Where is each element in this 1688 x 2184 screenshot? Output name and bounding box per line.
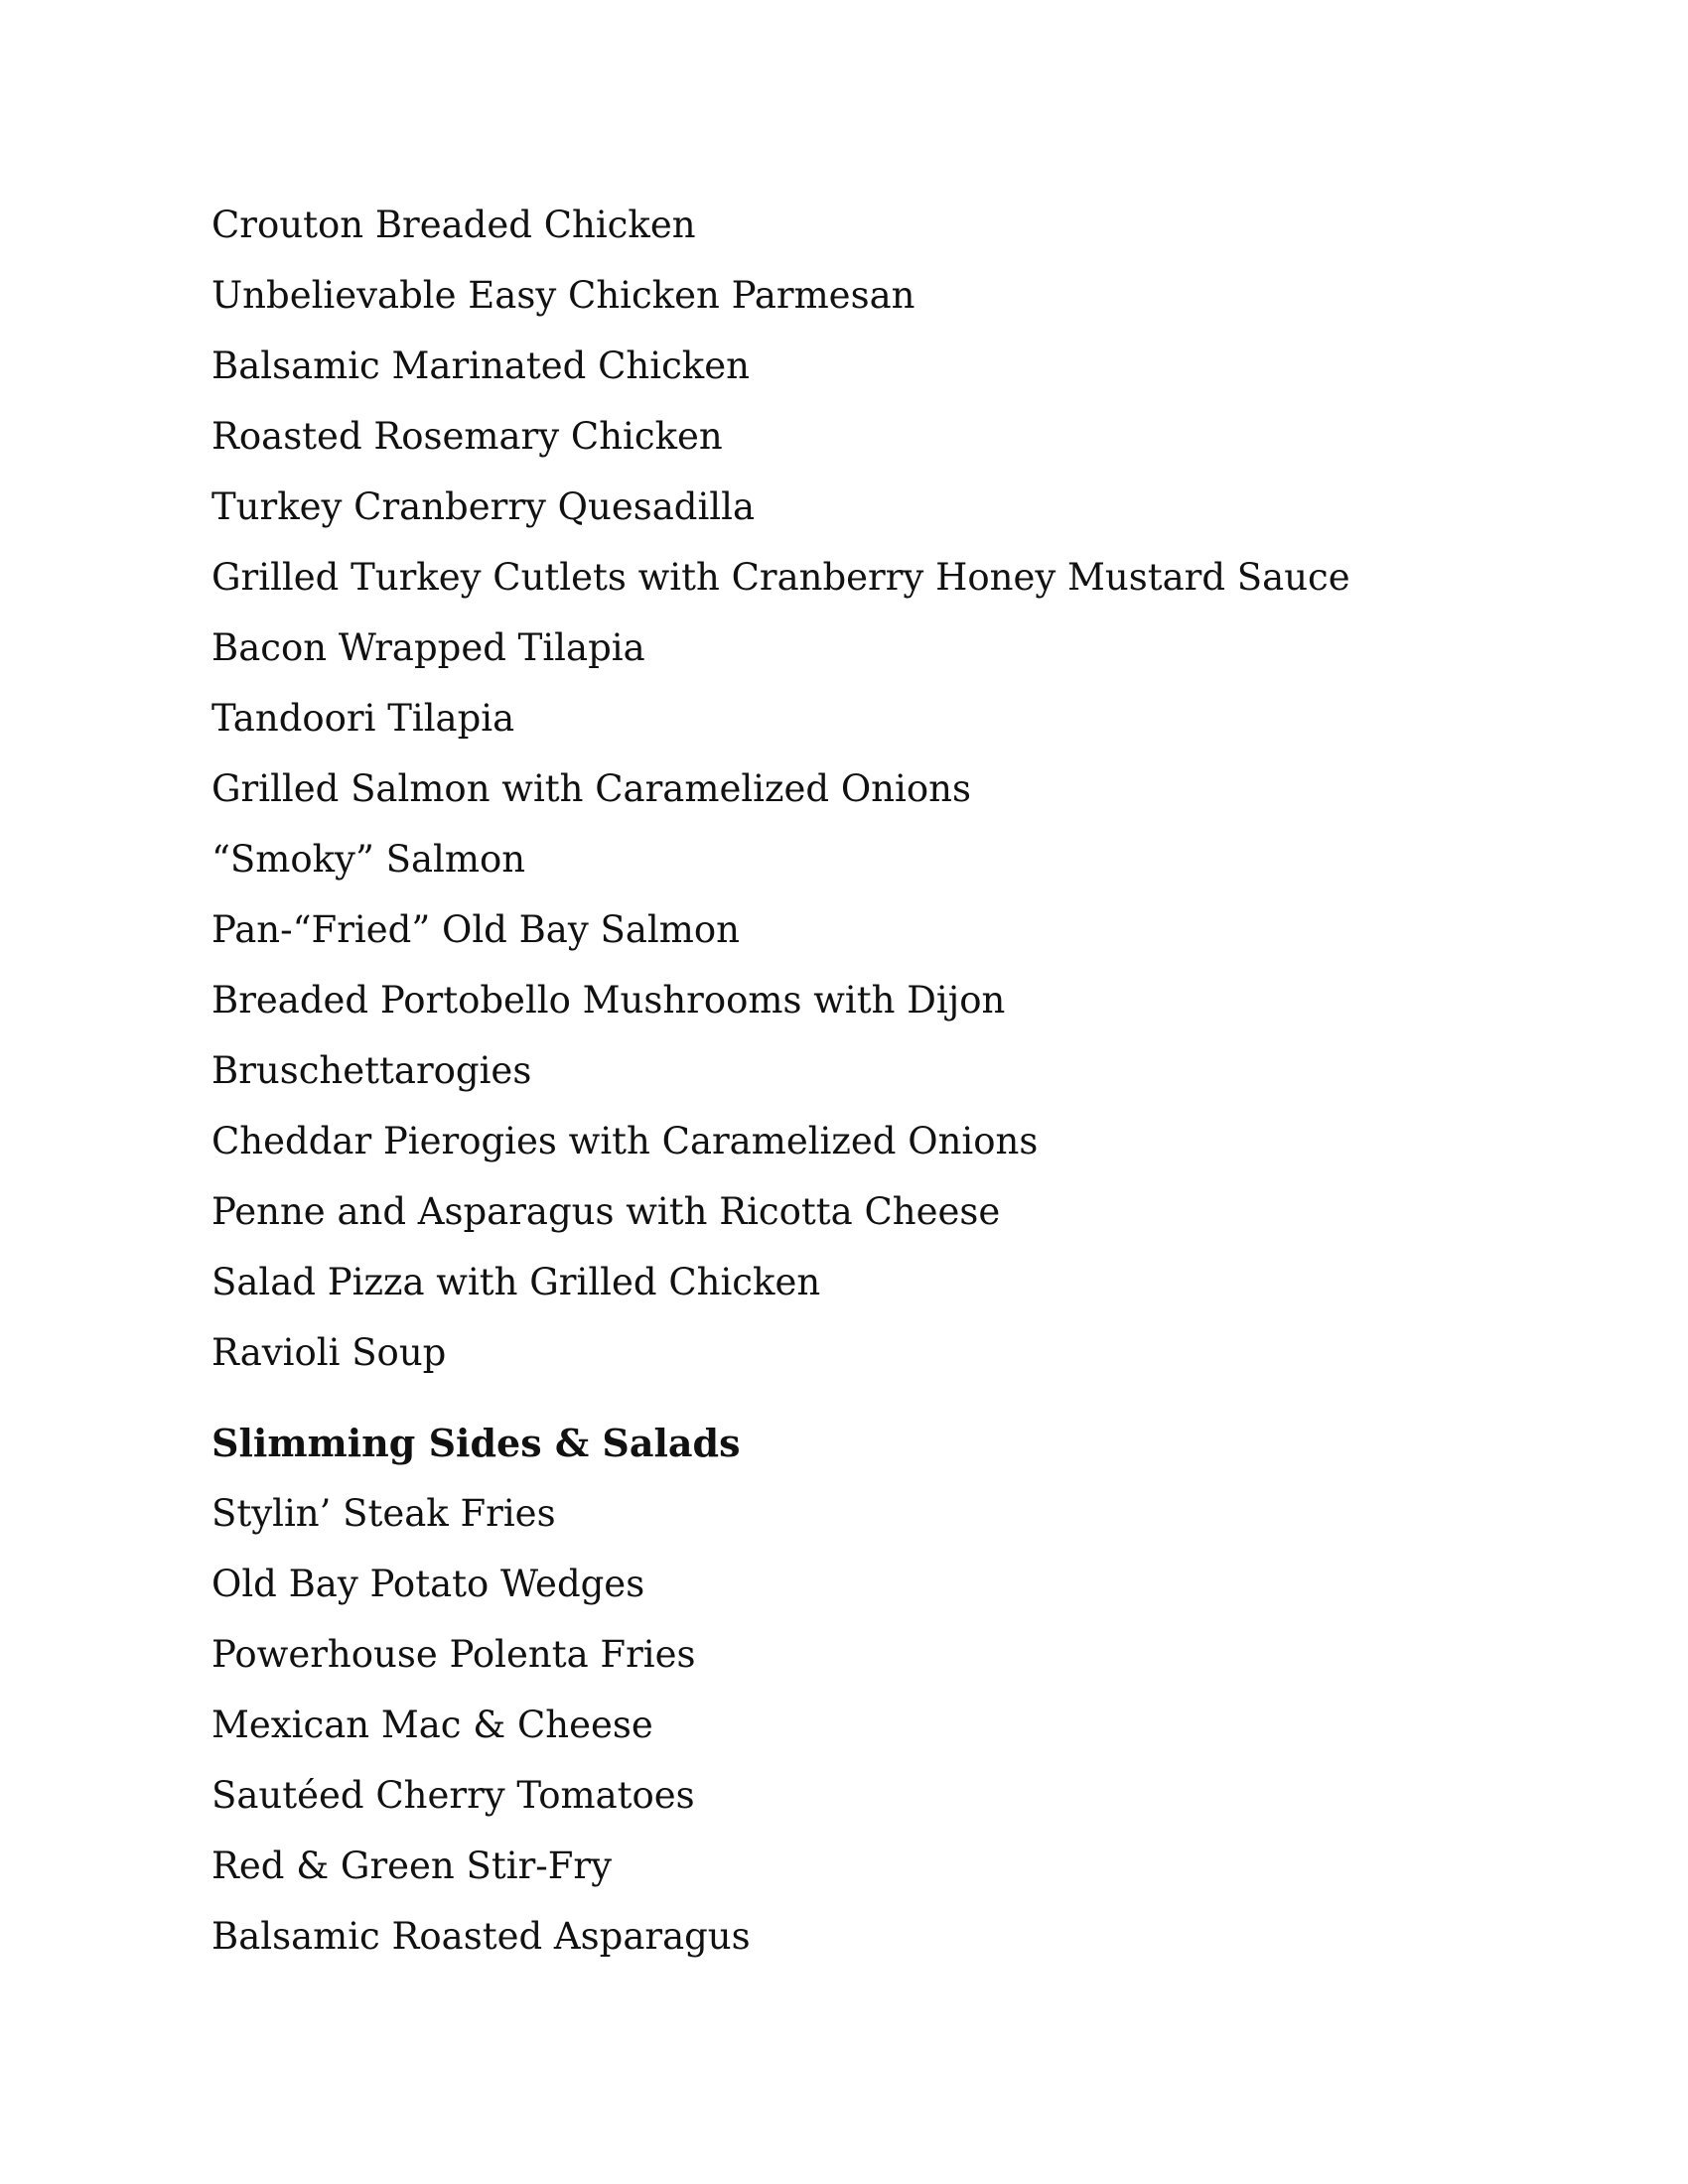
- recipe-item: Salad Pizza with Grilled Chicken: [211, 1261, 821, 1303]
- recipe-item: Old Bay Potato Wedges: [211, 1563, 645, 1605]
- recipe-item: Sautéed Cherry Tomatoes: [211, 1774, 695, 1817]
- recipe-item: Balsamic Marinated Chicken: [211, 344, 750, 387]
- recipe-item: Roasted Rosemary Chicken: [211, 415, 723, 458]
- recipe-item: Grilled Turkey Cutlets with Cranberry Honey Mustard Sauce: [211, 556, 1350, 599]
- recipe-item: Crouton Breaded Chicken: [211, 204, 696, 246]
- recipe-item: Mexican Mac & Cheese: [211, 1704, 653, 1746]
- recipe-item: Stylin’ Steak Fries: [211, 1492, 556, 1535]
- recipe-item: Bruschettarogies: [211, 1049, 532, 1092]
- main-dish-list: [211, 195, 1502, 1393]
- recipe-item: Breaded Portobello Mushrooms with Dijon: [211, 979, 1006, 1022]
- recipe-item: “Smoky” Salmon: [211, 838, 526, 881]
- recipe-item: Balsamic Roasted Asparagus: [211, 1915, 751, 1958]
- section-heading-sides-salads: Slimming Sides & Salads: [211, 1421, 741, 1465]
- recipe-item: Unbelievable Easy Chicken Parmesan: [211, 274, 915, 317]
- recipe-item: Red & Green Stir-Fry: [211, 1844, 613, 1887]
- recipe-item: Cheddar Pierogies with Caramelized Onions: [211, 1120, 1039, 1162]
- recipe-index-page: [211, 195, 1502, 1977]
- recipe-item: Ravioli Soup: [211, 1331, 447, 1374]
- recipe-item: Pan-“Fried” Old Bay Salmon: [211, 908, 740, 951]
- recipe-item: Powerhouse Polenta Fries: [211, 1633, 696, 1676]
- recipe-item: Tandoori Tilapia: [211, 697, 515, 740]
- recipe-item: Turkey Cranberry Quesadilla: [211, 485, 756, 528]
- recipe-item: Penne and Asparagus with Ricotta Cheese: [211, 1190, 1001, 1233]
- recipe-item: Grilled Salmon with Caramelized Onions: [211, 767, 971, 810]
- sides-salads-list: [211, 1483, 1502, 1977]
- recipe-item: Bacon Wrapped Tilapia: [211, 626, 645, 669]
